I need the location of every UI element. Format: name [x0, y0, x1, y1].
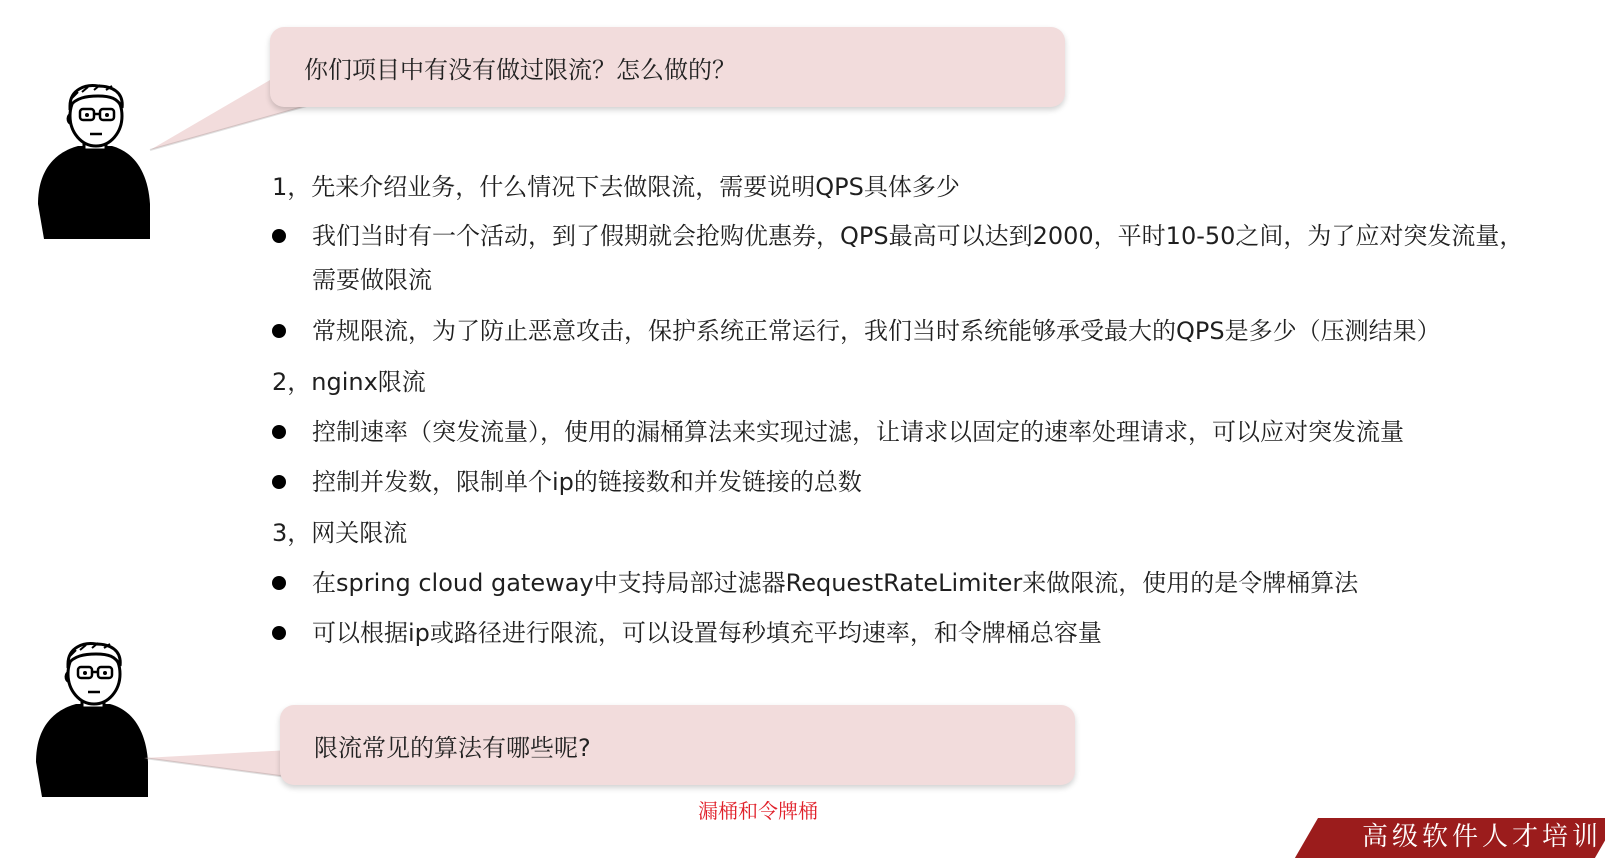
candidate-avatar-icon: [34, 642, 152, 802]
bullet-text: 控制并发数，限制单个ip的链接数和并发链接的总数: [312, 468, 862, 496]
bullet-dot-icon: [272, 626, 286, 640]
bottom-question-bubble: [280, 705, 1075, 785]
red-annotation: 漏桶和令牌桶: [698, 799, 818, 823]
bullet-dot-icon: [272, 475, 286, 489]
bullet-dot-icon: [272, 576, 286, 590]
bullet-text: 常规限流，为了防止恶意攻击，保护系统正常运行，我们当时系统能够承受最大的QPS是多少（压测结果）: [312, 317, 1441, 345]
bullet-item-1-continuation: 需要做限流: [312, 266, 432, 294]
section-heading-3: 3，网关限流: [272, 519, 408, 547]
bottom-question-text: 限流常见的算法有哪些呢?: [314, 733, 591, 762]
top-question-bubble: [270, 27, 1065, 107]
section-heading-1: 1，先来介绍业务，什么情况下去做限流，需要说明QPS具体多少: [272, 173, 960, 201]
section-heading-2: 2，nginx限流: [272, 368, 426, 396]
bullet-dot-icon: [272, 229, 286, 243]
bullet-text: 在spring cloud gateway中支持局部过滤器RequestRateLimiter来做限流，使用的是令牌桶算法: [312, 569, 1359, 597]
bullet-text: 我们当时有一个活动，到了假期就会抢购优惠券，QPS最高可以达到2000，平时10-50之间，为了应对突发流量，: [312, 222, 1524, 250]
bullet-dot-icon: [272, 324, 286, 338]
top-question-text: 你们项目中有没有做过限流？怎么做的？: [304, 55, 736, 84]
bullet-text: 控制速率（突发流量），使用的漏桶算法来实现过滤，让请求以固定的速率处理请求，可以应对突发流量: [312, 418, 1404, 446]
interviewer-avatar-icon: [36, 84, 154, 244]
corner-banner-text: 高级软件人才培训: [1362, 822, 1603, 852]
bullet-dot-icon: [272, 425, 286, 439]
bullet-text: 可以根据ip或路径进行限流，可以设置每秒填充平均速率，和令牌桶总容量: [312, 619, 1102, 647]
bottom-bubble-tail: [140, 750, 300, 790]
